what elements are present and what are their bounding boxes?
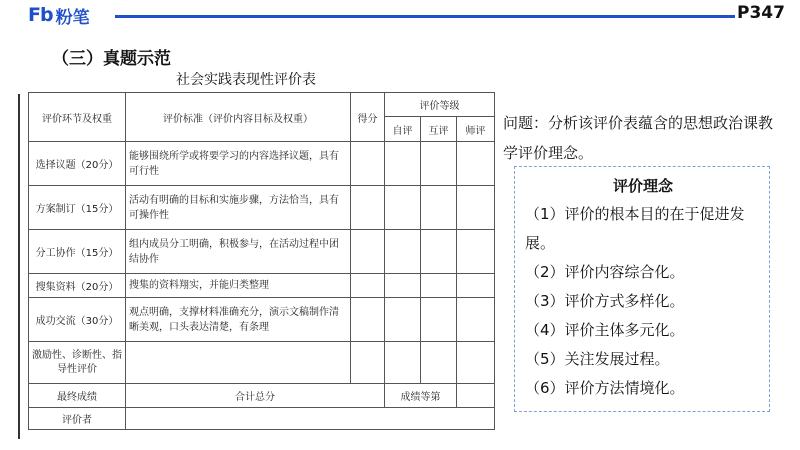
page-number: P347: [737, 3, 785, 23]
logo-text: 粉笔: [55, 7, 90, 28]
answer-item: （6）评价方法情境化。: [525, 379, 685, 397]
row-link: 选择议题（20分）: [29, 142, 126, 186]
row-link: 分工协作（15分）: [29, 230, 126, 274]
row-criteria: [126, 342, 351, 384]
answer-item: （3）评价方式多样化。: [525, 292, 685, 310]
header-self: 自评: [385, 117, 421, 142]
answer-item: （2）评价内容综合化。: [525, 263, 685, 281]
row-criteria: 活动有明确的目标和实施步骤，方法恰当，具有可操作性: [126, 186, 351, 230]
final-total: 合计总分: [126, 384, 385, 408]
final-label: 最终成绩: [29, 384, 126, 408]
row-criteria: 能够围绕所学或将要学习的内容选择议题，具有可行性: [126, 142, 351, 186]
table-row: [29, 298, 495, 342]
section-title: （三）真题示范: [52, 49, 171, 69]
left-edge-bar: [18, 94, 20, 439]
header-score: 得分: [351, 93, 385, 142]
header-link: 评价环节及权重: [29, 93, 126, 142]
table-row: [29, 142, 495, 186]
answer-item: （5）关注发展过程。: [525, 350, 670, 368]
evaluator-label: 评价者: [29, 408, 126, 430]
row-criteria: 搜集的资料翔实，并能归类整理: [126, 274, 351, 298]
final-row: [29, 384, 495, 408]
evaluation-table: [28, 92, 495, 430]
table-row: [29, 186, 495, 230]
final-grade: 成绩等第: [385, 384, 457, 408]
answer-item: （1）评价的根本目的在于促进发展。: [525, 205, 745, 252]
row-link: 方案制订（15分）: [29, 186, 126, 230]
answer-box: [514, 166, 770, 412]
row-link: 成功交流（30分）: [29, 298, 126, 342]
table-row: [29, 230, 495, 274]
table-row: [29, 274, 495, 298]
row-criteria: 组内成员分工明确，积极参与，在活动过程中团结协作: [126, 230, 351, 274]
header-peer: 互评: [421, 117, 457, 142]
evaluator-row: [29, 408, 495, 430]
brand-logo: [28, 4, 90, 26]
header-criteria: 评价标准（评价内容目标及权重）: [126, 93, 351, 142]
table-title: 社会实践表现性评价表: [176, 72, 316, 88]
table-row: [29, 342, 495, 384]
header-teacher: 师评: [457, 117, 495, 142]
row-link: 搜集资料（20分）: [29, 274, 126, 298]
header-grade: 评价等级: [385, 93, 495, 117]
row-link: 激励性、诊断性、指导性评价: [29, 342, 126, 384]
answer-title: 评价理念: [612, 177, 673, 195]
logo-mark: Fb: [28, 4, 53, 26]
answer-item: （4）评价主体多元化。: [525, 321, 685, 339]
row-criteria: 观点明确，支撑材料准确充分，演示文稿制作清晰美观，口头表达清楚，有条理: [126, 298, 351, 342]
header-divider: [115, 15, 735, 18]
question-text: 问题：分析该评价表蕴含的思想政治课教学评价理念。: [503, 114, 774, 162]
